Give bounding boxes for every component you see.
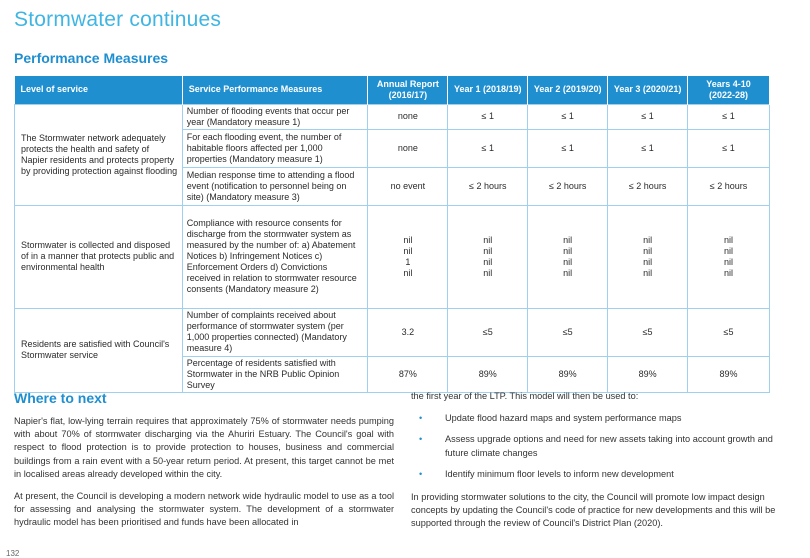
value-line: nil	[724, 234, 734, 245]
value-line: nil	[563, 234, 573, 245]
value-line: nil	[403, 234, 413, 245]
header-annual-report: Annual Report (2016/17)	[368, 76, 448, 104]
header-years-4-10: Years 4-10 (2022-28)	[688, 76, 770, 104]
section-title: Performance Measures	[14, 50, 169, 66]
header-year-3: Year 3 (2020/21)	[608, 76, 688, 104]
value-cell: ≤5	[688, 308, 770, 356]
measure-cell: Percentage of residents satisfied with Stormwater in the NRB Public Opinion Survey	[182, 356, 368, 392]
value-cell	[608, 205, 688, 308]
value-line: nil	[643, 256, 653, 267]
table-header-row	[15, 76, 770, 104]
measure-cell: Number of flooding events that occur per year (Mandatory measure 1)	[182, 104, 368, 129]
value-cell: 89%	[688, 356, 770, 392]
measure-cell: Median response time to attending a flood event (notification to personnel being on site) (Mandatory measure 3)	[182, 167, 368, 205]
value-line: nil	[483, 256, 493, 267]
value-cell: ≤ 1	[608, 104, 688, 129]
value-line: nil	[483, 267, 493, 278]
value-line: nil	[724, 256, 734, 267]
value-cell: ≤ 2 hours	[448, 167, 528, 205]
value-line: nil	[403, 267, 413, 278]
value-cell: none	[368, 129, 448, 167]
measure-cell: For each flooding event, the number of habitable floors affected per 1,000 properties (Mandatory measure 1)	[182, 129, 368, 167]
value-cell: ≤ 1	[688, 104, 770, 129]
value-cell	[448, 205, 528, 308]
value-cell: ≤5	[608, 308, 688, 356]
body-paragraph: At present, the Council is developing a modern network wide hydraulic model to use as a tool for assessing and analysing the stormwater system. The development of a stormwater hydraulic model has been prioritised and funds have been allocated in	[14, 491, 394, 528]
value-cell: ≤ 1	[448, 129, 528, 167]
value-cell: no event	[368, 167, 448, 205]
list-item-text: Assess upgrade options and need for new assets taking into account growth and future climate changes	[445, 434, 773, 458]
value-line: 1	[405, 256, 411, 267]
value-line: nil	[483, 234, 493, 245]
value-cell	[368, 205, 448, 308]
value-cell: ≤5	[528, 308, 608, 356]
body-paragraph: Napier's flat, low-lying terrain requires that approximately 75% of stormwater needs pumping with about 70% of stormwater discharging via the Ahuriri Estuary. The Council's goal with respect to flood protection is to provide protection to houses, business and commercial buildings from a rain event with a 50-year return period. At present, this target cannot be met in localised areas already developed within the city.	[14, 416, 394, 479]
value-cell	[528, 205, 608, 308]
header-year-2: Year 2 (2019/20)	[528, 76, 608, 104]
value-cell	[688, 205, 770, 308]
list-item-text: Update flood hazard maps and system performance maps	[445, 413, 682, 424]
value-cell: ≤ 1	[688, 129, 770, 167]
table-row	[15, 308, 770, 356]
value-cell: 89%	[528, 356, 608, 392]
list-item-text: Identify minimum floor levels to inform new development	[445, 468, 674, 479]
value-line: nil	[563, 256, 573, 267]
measure-cell: Compliance with resource consents for discharge from the stormwater system as measured by the number of: a) Abatement Notices b) Infringement Notices c) Enforcement Orders d) Convictions received in relation to stormwater resource consents (Mandatory measure 2)	[182, 205, 368, 308]
value-cell: ≤ 1	[528, 129, 608, 167]
body-paragraph: In providing stormwater solutions to the city, the Council will promote low impact design concepts by updating the Council's code of practice for new developments and this will be supported through the review of Council's District Plan (2020).	[411, 492, 776, 529]
list-item	[411, 468, 795, 481]
page-title: Stormwater continues	[14, 8, 222, 31]
value-line: nil	[563, 245, 573, 256]
where-to-next-heading: Where to next	[14, 390, 107, 406]
value-line: nil	[643, 234, 653, 245]
value-cell: ≤ 1	[448, 104, 528, 129]
value-cell: 3.2	[368, 308, 448, 356]
value-cell: ≤ 1	[608, 129, 688, 167]
value-line: nil	[643, 267, 653, 278]
header-year-1: Year 1 (2018/19)	[448, 76, 528, 104]
value-cell: 89%	[608, 356, 688, 392]
value-line: nil	[563, 267, 573, 278]
value-line: nil	[724, 267, 734, 278]
value-line: nil	[643, 245, 653, 256]
level-of-service-cell: Residents are satisfied with Council's Stormwater service	[15, 308, 183, 392]
page-number: 132	[6, 549, 20, 558]
level-of-service-cell: The Stormwater network adequately protects the health and safety of Napier residents and protects property by providing protection against flooding	[15, 104, 183, 205]
body-paragraph: the first year of the LTP. This model will then be used to:	[411, 391, 639, 401]
bullet-list	[411, 412, 795, 481]
value-cell: ≤ 1	[528, 104, 608, 129]
right-text-column	[411, 390, 795, 540]
level-of-service-cell: Stormwater is collected and disposed of in a manner that protects public and environmental health	[15, 205, 183, 308]
header-level-of-service: Level of service	[15, 76, 183, 104]
value-cell: ≤ 2 hours	[528, 167, 608, 205]
bullet-icon: •	[419, 468, 423, 479]
value-cell: ≤5	[448, 308, 528, 356]
value-line: nil	[483, 245, 493, 256]
header-service-performance-measures: Service Performance Measures	[182, 76, 368, 104]
left-text-column	[14, 390, 394, 539]
value-cell: 89%	[448, 356, 528, 392]
value-cell: 87%	[368, 356, 448, 392]
bullet-icon: •	[419, 434, 423, 445]
value-line: nil	[403, 245, 413, 256]
value-cell: ≤ 2 hours	[688, 167, 770, 205]
list-item	[411, 433, 795, 459]
table-row	[15, 205, 770, 308]
value-line: nil	[724, 245, 734, 256]
table-row	[15, 104, 770, 129]
performance-measures-table	[14, 76, 770, 393]
bullet-icon: •	[419, 413, 423, 424]
measure-cell: Number of complaints received about performance of stormwater system (per 1,000 properties connected) (Mandatory measure 4)	[182, 308, 368, 356]
value-cell: ≤ 2 hours	[608, 167, 688, 205]
list-item	[411, 412, 795, 425]
value-cell: none	[368, 104, 448, 129]
